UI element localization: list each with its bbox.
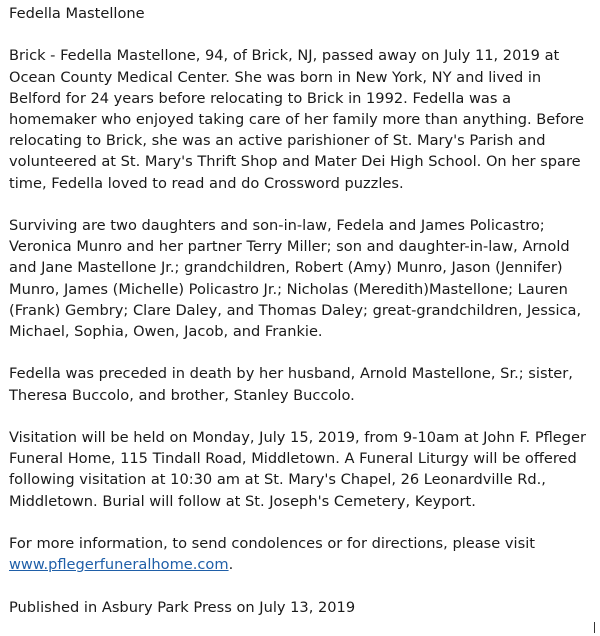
contact-period: . bbox=[228, 556, 234, 574]
obituary-paragraph-contact bbox=[9, 533, 593, 575]
obituary-paragraph-survivors: Surviving are two daughters and son-in-law, Fedela and James Policastro; Veronica Munro and her partner Terry Miller; son and daughter-in-law, Arnold and Jane Mastellone Jr.; grandchildren, Robert (Amy) Munro, Jason (Jennifer) Munro, James (Michelle) Policastro Jr.; Nicholas (Meredith)Mastellone; Lauren (Frank) Gembry; Clare Daley, and Thomas Daley; great-grandchildren, Jessica, Michael, Sophia, Owen, Jacob, and Frankie. bbox=[9, 217, 582, 341]
funeral-home-link[interactable]: www.pflegerfuneralhome.com bbox=[9, 556, 229, 574]
obituary-document bbox=[9, 3, 593, 618]
text-cursor bbox=[594, 622, 595, 633]
obituary-paragraph-services: Visitation will be held on Monday, July 15, 2019, from 9-10am at John F. Pfleger Funeral Home, 115 Tindall Road, Middletown. A Funeral Liturgy will be offered following visitation at 10:30 am at St. Mary's Chapel, 26 Leonardville Rd., Middletown. Burial will follow at St. Joseph's Cemetery, Keyport. bbox=[9, 429, 587, 510]
obituary-paragraph-preceded: Fedella was preceded in death by her husband, Arnold Mastellone, Sr.; sister, Theresa Buccolo, and brother, Stanley Buccolo. bbox=[9, 365, 573, 404]
publication-note: Published in Asbury Park Press on July 13, 2019 bbox=[9, 598, 356, 616]
obituary-paragraph-biography: Brick - Fedella Mastellone, 94, of Brick, NJ, passed away on July 11, 2019 at Ocean County Medical Center. She was born in New York, NY and lived in Belford for 24 years before relocating to Brick in 1992. Fedella was a homemaker who enjoyed taking care of her family more than anything. Before relocating to Brick, she was an active parishioner of St. Mary's Parish and volunteered at St. Mary's Thrift Shop and Mater Dei High School. On her spare time, Fedella loved to read and do Crossword puzzles. bbox=[9, 47, 585, 192]
contact-text: For more information, to send condolences or for directions, please visit bbox=[9, 535, 535, 552]
obituary-heading: Fedella Mastellone bbox=[9, 5, 145, 22]
